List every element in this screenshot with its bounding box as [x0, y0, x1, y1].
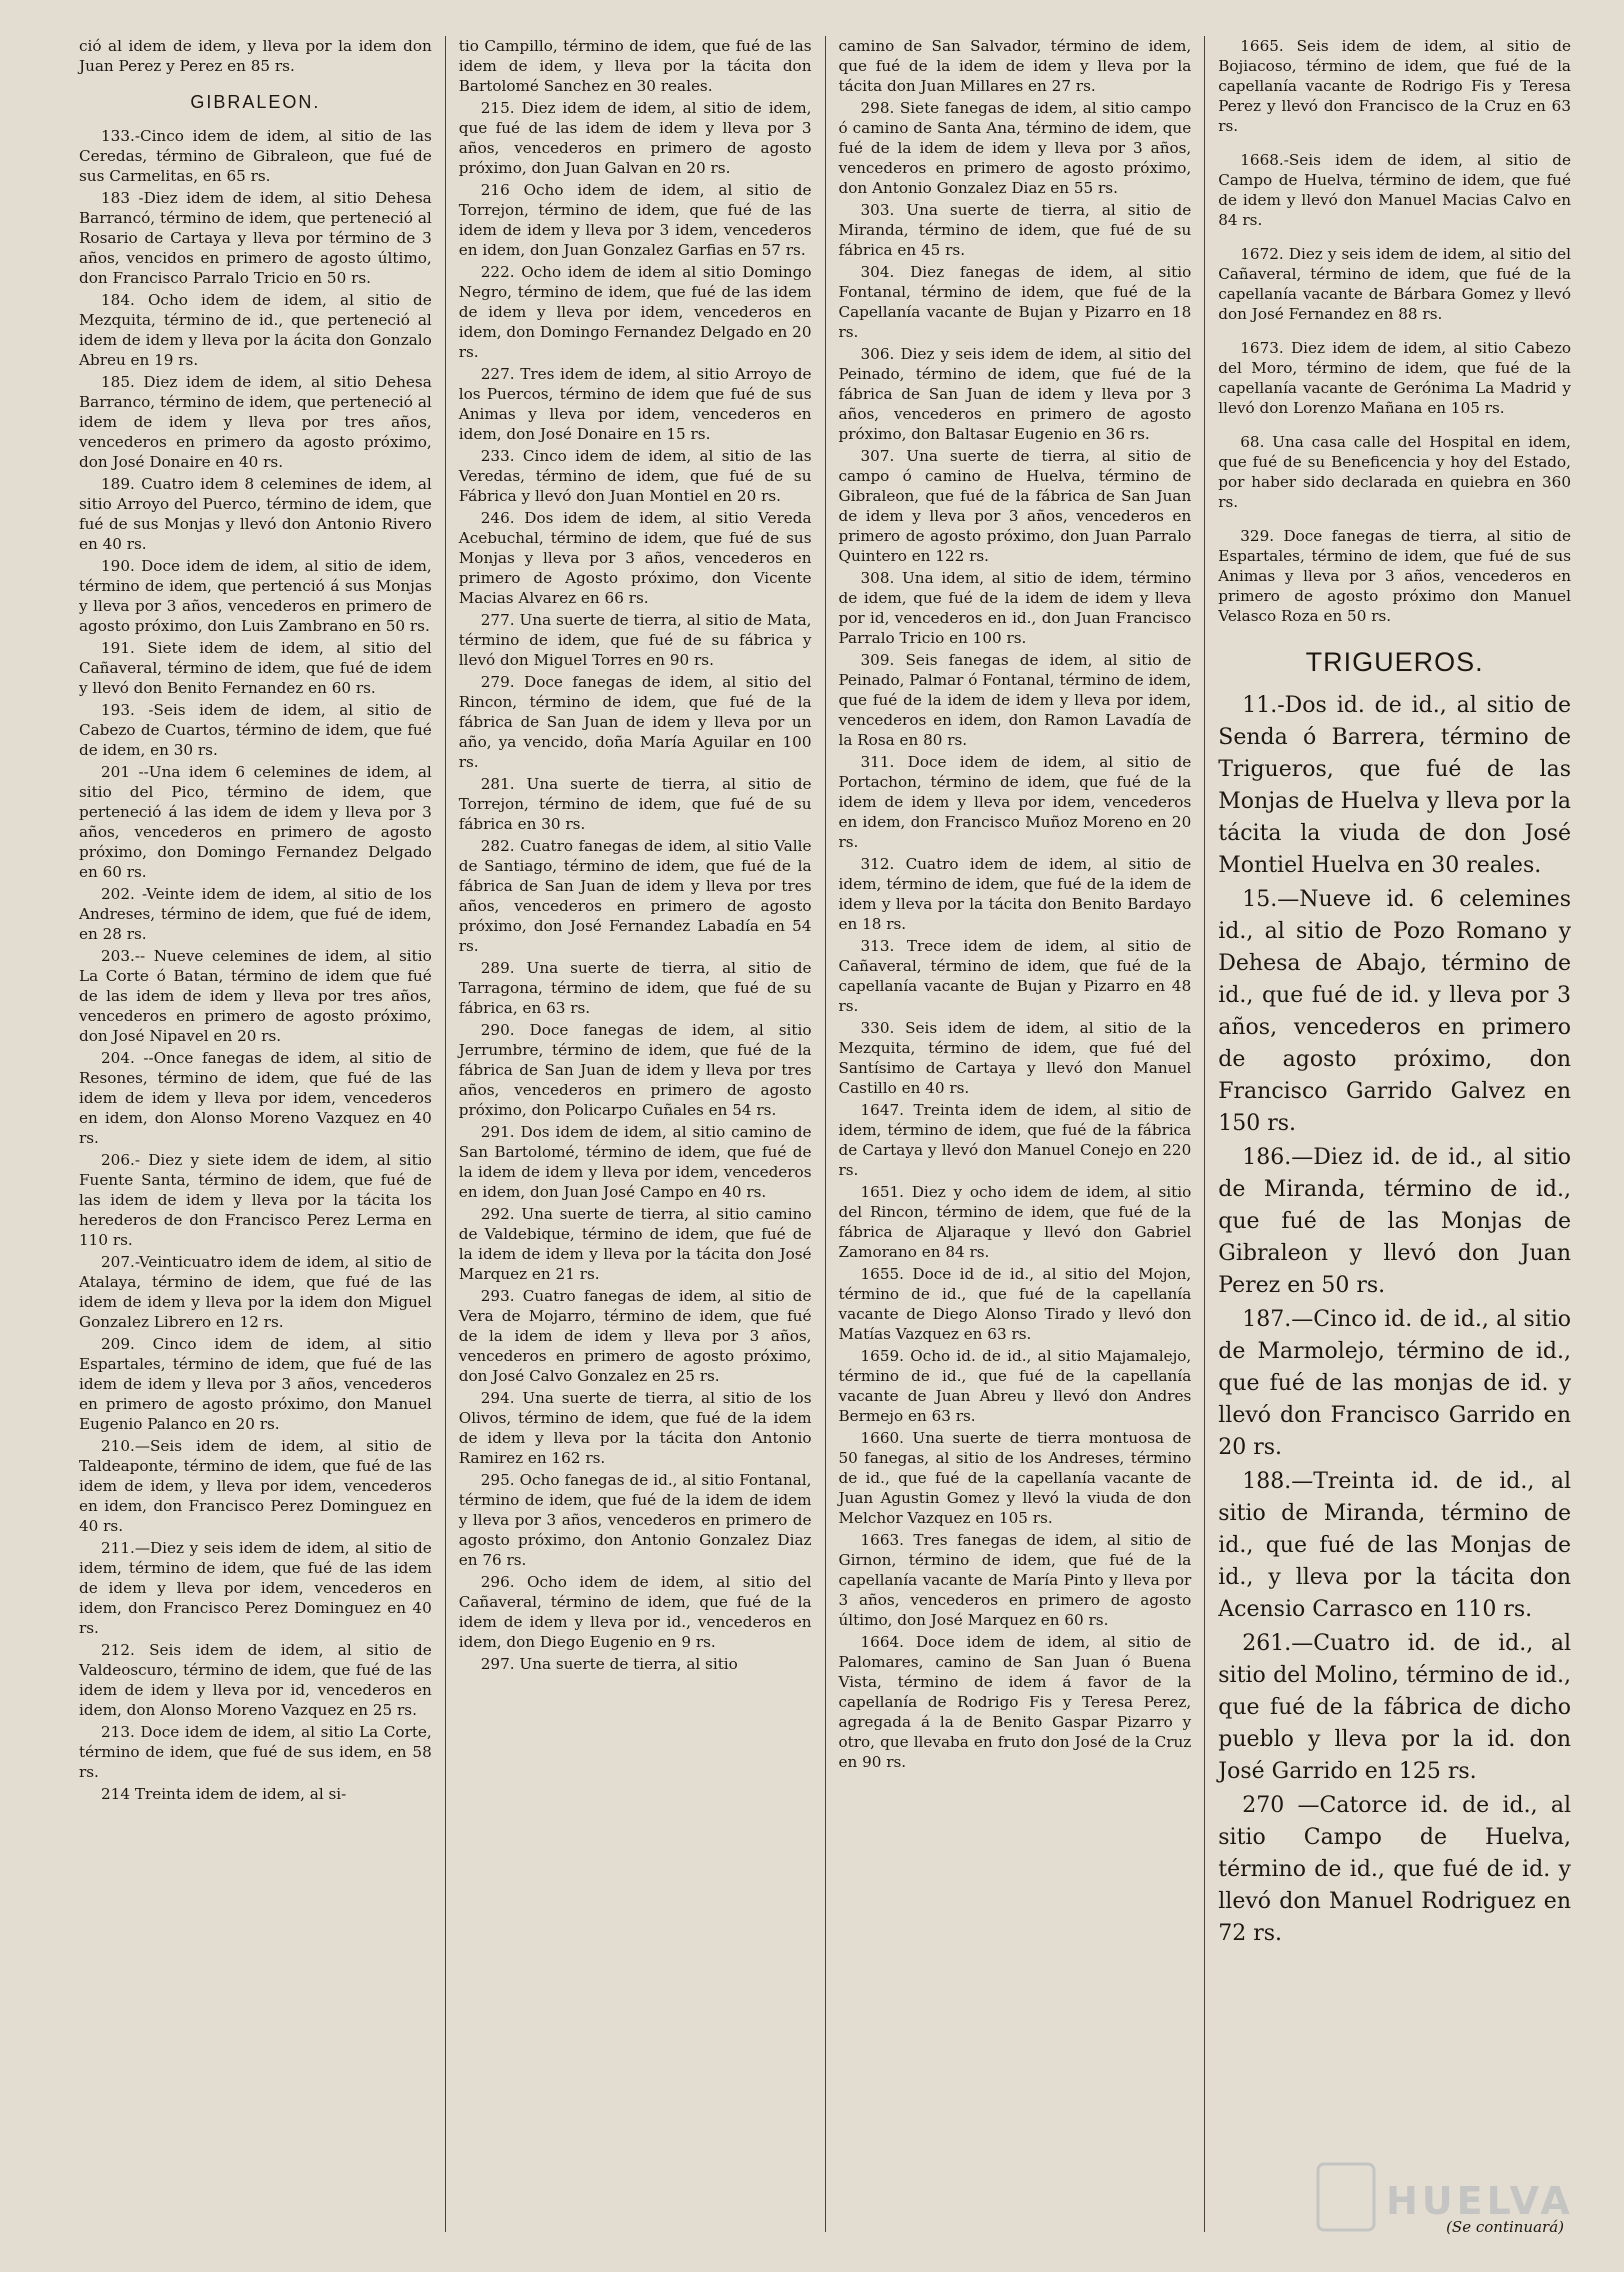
column-2: [445, 36, 825, 2232]
column-4: [1204, 36, 1584, 2232]
entry-paragraph: 307. Una suerte de tierra, al sitio de campo ó camino de Huelva, término de Gibraleon, que fué de la fábrica de San Juan de idem y lleva por 3 años, vencederos en primero de agosto próximo, don Juan Parralo Quintero en 122 rs.: [838, 447, 1192, 565]
entry-paragraph: 213. Doce idem de idem, al sitio La Corte, término de idem, que fué de sus idem, en 58 rs.: [79, 1723, 432, 1781]
entry-paragraph: 184. Ocho idem de idem, al sitio de Mezquita, término de id., que perteneció al idem de idem y lleva por la ácita don Gonzalo Abreu en 19 rs.: [79, 291, 432, 369]
entry-paragraph: 233. Cinco idem de idem, al sitio de las Veredas, término de idem, que fué de su Fábrica y llevó don Juan Montiel en 20 rs.: [458, 447, 812, 505]
entry-paragraph: 306. Diez y seis idem de idem, al sitio del Peinado, término de idem, que fué de la fábrica de San Juan de idem y lleva por 3 años, vencederos en primero de agosto próximo, don Baltasar Eugenio en 36 rs.: [838, 345, 1192, 443]
entries-list: [79, 126, 432, 1804]
entry-paragraph: 189. Cuatro idem 8 celemines de idem, al sitio Arroyo del Puerco, término de idem, que fué de sus Monjas y llevó don Antonio Rivero en 40 rs.: [79, 475, 432, 553]
entry-paragraph: 281. Una suerte de tierra, al sitio de Torrejon, término de idem, que fué de su fábrica en 30 rs.: [458, 775, 812, 833]
entry-paragraph: 1655. Doce id de id., al sitio del Mojon, término de id., que fué de la capellanía vacante de Diego Alonso Tirado y llevó don Matías Vazquez en 63 rs.: [838, 1265, 1192, 1343]
section-heading-gibraleon: GIBRALEON.: [190, 92, 321, 112]
entry-paragraph: 1651. Diez y ocho idem de idem, al sitio del Rincon, término de idem, que fué de la fábrica de Aljaraque y llevó don Gabriel Zamorano en 84 rs.: [838, 1183, 1192, 1261]
entry-paragraph: 212. Seis idem de idem, al sitio de Valdeoscuro, término de idem, que fué de las idem de idem y lleva por id, vencederos en idem, don Alonso Moreno Vazquez en 25 rs.: [79, 1641, 432, 1719]
entry-paragraph: 186.—Diez id. de id., al sitio de Miranda, término de id., que fué de las Monjas de Gibraleon y llevó don Juan Perez en 50 rs.: [1218, 1145, 1571, 1298]
entry-paragraph: 279. Doce fanegas de idem, al sitio del Rincon, término de idem, que fué de la fábrica de San Juan de idem y lleva por un año, ya vencido, doña María Aguilar en 100 rs.: [458, 673, 812, 771]
entry-paragraph: 11.-Dos id. de id., al sitio de Senda ó Barrera, término de Trigueros, que fué de las Monjas de Huelva y lleva por la tácita la viuda de don José Montiel Huelva en 30 reales.: [1218, 693, 1571, 878]
entry-paragraph: 277. Una suerte de tierra, al sitio de Mata, término de idem, que fué de su fábrica y llevó don Miguel Torres en 90 rs.: [458, 611, 812, 669]
entry-paragraph: 207.-Veinticuatro idem de idem, al sitio de Atalaya, término de idem, que fué de las idem de idem y lleva por la idem don Miguel Gonzalez Librero en 12 rs.: [79, 1253, 432, 1331]
entry-paragraph: 308. Una idem, al sitio de idem, término de idem, que fué de la idem de idem y lleva por id, vencederos en id., don Juan Francisco Parralo Tricio en 100 rs.: [838, 569, 1192, 647]
entry-paragraph: 291. Dos idem de idem, al sitio camino de San Bartolomé, término de idem, que fué de la idem de idem y lleva por idem, vencederos en idem, don Juan José Campo en 40 rs.: [458, 1123, 812, 1201]
entry-paragraph: 1660. Una suerte de tierra montuosa de 50 fanegas, al sitio de los Andreses, término de id., que fué de la capellanía vacante de Juan Agustin Gomez y llevó la viuda de don Melchor Vazquez en 105 rs.: [838, 1429, 1192, 1527]
entry-paragraph: 1672. Diez y seis idem de idem, al sitio del Cañaveral, término de idem, que fué de la capellanía vacante de Bárbara Gomez y llevó don José Fernandez en 88 rs.: [1218, 245, 1571, 323]
entry-paragraph: 290. Doce fanegas de idem, al sitio Jerrumbre, término de idem, que fué de la fábrica de San Juan de idem y lleva por tres años, vencederos en primero de agosto próximo, don Policarpo Cuñales en 54 rs.: [458, 1021, 812, 1119]
entry-paragraph: 295. Ocho fanegas de id., al sitio Fontanal, término de idem, que fué de la idem de idem y lleva por 3 años, vencederos en primero de agosto próximo, don Antonio Gonzalez Diaz en 76 rs.: [458, 1471, 812, 1569]
entry-paragraph: 206.- Diez y siete idem de idem, al sitio Fuente Santa, término de idem, que fué de las idem de idem y lleva por la tácita los herederos de don Francisco Perez Lerma en 110 rs.: [79, 1151, 432, 1249]
entry-paragraph: 298. Siete fanegas de idem, al sitio campo ó camino de Santa Ana, término de idem, que fué de la idem de idem y lleva por 3 años, vencederos en primero de agosto próximo, don Antonio Gonzalez Diaz en 55 rs.: [838, 99, 1192, 197]
entry-paragraph: 1647. Treinta idem de idem, al sitio de idem, término de idem, que fué de la fábrica de Cartaya y llevó don Manuel Conejo en 220 rs.: [838, 1101, 1192, 1179]
entry-paragraph: 289. Una suerte de tierra, al sitio de Tarragona, término de idem, que fué de su fábrica, en 63 rs.: [458, 959, 812, 1017]
entry-paragraph: 246. Dos idem de idem, al sitio Vereda Acebuchal, término de idem, que fué de sus Monjas y lleva por 3 años, vencederos en primero de Agosto próximo, don Vicente Macias Alvarez en 66 rs.: [458, 509, 812, 607]
entry-paragraph: 311. Doce idem de idem, al sitio de Portachon, término de idem, que fué de la idem de idem y lleva por idem, vencederos en idem, don Francisco Muñoz Moreno en 20 rs.: [838, 753, 1192, 851]
entry-paragraph: 187.—Cinco id. de id., al sitio de Marmolejo, término de id., que fué de las monjas de id. y llevó don Francisco Garrido en 20 rs.: [1218, 1307, 1571, 1460]
entry-paragraph: 209. Cinco idem de idem, al sitio Espartales, término de idem, que fué de las idem de idem y lleva por 3 años, vencederos en primero de agosto próximo, don Manuel Eugenio Palanco en 20 rs.: [79, 1335, 432, 1433]
continuation-paragraph: tio Campillo, término de idem, que fué de las idem de idem, y lleva por la tácita don Bartolomé Sanchez en 30 reales.: [458, 37, 812, 95]
entry-paragraph: 185. Diez idem de idem, al sitio Dehesa Barranco, término de idem, que perteneció al idem de idem y lleva por tres años, vencederos en primero da agosto próximo, don José Donaire en 40 rs.: [79, 373, 432, 471]
entry-paragraph: 188.—Treinta id. de id., al sitio de Miranda, término de id., que fué de las Monjas de id., y lleva por la tácita don Acensio Carrasco en 110 rs.: [1218, 1469, 1571, 1622]
entries-list: [839, 98, 1192, 1772]
entry-paragraph: 214 Treinta idem de idem, al si-: [101, 1785, 347, 1803]
entry-paragraph: 227. Tres idem de idem, al sitio Arroyo de los Puercos, término de idem que fué de sus Animas y lleva por idem, vencederos en idem, don José Donaire en 15 rs.: [458, 365, 812, 443]
entry-paragraph: 1673. Diez idem de idem, al sitio Cabezo del Moro, término de idem, que fué de la capellanía vacante de Gerónima La Madrid y llevó don Lorenzo Mañana en 105 rs.: [1218, 339, 1571, 417]
entry-paragraph: 293. Cuatro fanegas de idem, al sitio de Vera de Mojarro, término de idem, que fué de la idem de idem y lleva por 3 años, vencederos en primero de agosto próximo, don José Calvo Gonzalez en 25 rs.: [458, 1287, 812, 1385]
entries-list: [1218, 36, 1571, 626]
section-heading-trigueros: TRIGUEROS.: [1305, 647, 1484, 677]
entry-paragraph: 15.—Nueve id. 6 celemines id., al sitio de Pozo Romano y Dehesa de Abajo, término de id., que fué de id. y lleva por 3 años, vencederos en primero de agosto próximo, don Francisco Garrido Galvez en 150 rs.: [1218, 887, 1571, 1136]
entry-paragraph: 210.—Seis idem de idem, al sitio de Taldeaponte, término de idem, que fué de las idem de idem, y lleva por idem, vencederos en idem, don Francisco Perez Dominguez en 40 rs.: [79, 1437, 432, 1535]
entry-paragraph: 1664. Doce idem de idem, al sitio de Palomares, camino de San Juan ó Buena Vista, término de idem á favor de la capellanía de Rodrigo Fis y Teresa Perez, agregada á la de Benito Gaspar Pizarro y otro, que llevaba en fruto don José de la Cruz en 90 rs.: [838, 1633, 1192, 1771]
entry-paragraph: 1668.-Seis idem de idem, al sitio de Campo de Huelva, término de idem, que fué de idem y llevó don Manuel Macias Calvo en 84 rs.: [1218, 151, 1571, 229]
entry-paragraph: 204. --Once fanegas de idem, al sitio de Resones, término de idem, que fué de las idem de idem y lleva por idem, vencederos en idem, don Alonso Moreno Vazquez en 40 rs.: [79, 1049, 432, 1147]
entry-paragraph: 1663. Tres fanegas de idem, al sitio de Girnon, término de idem, que fué de la capellanía vacante de María Pinto y lleva por 3 años, vencederos en primero de agosto último, don José Marquez en 60 rs.: [838, 1531, 1192, 1629]
entry-paragraph: 303. Una suerte de tierra, al sitio de Miranda, término de idem, que fué de su fábrica en 45 rs.: [838, 201, 1192, 259]
entry-paragraph: 201 --Una idem 6 celemines de idem, al sitio del Pico, término de idem, que perteneció á las idem de idem y lleva por 3 años, venceder​os en primero de agosto próximo, don Domingo Fernandez Delgado en 60 rs.: [79, 763, 432, 881]
column-1: [66, 36, 445, 2232]
entry-paragraph: 203.-- Nueve celemines de idem, al sitio La Corte ó Batan, término de idem que fué de las idem de idem y lleva por tres años, vencederos en primero de agosto próximo, don José Nipavel en 20 rs.: [79, 947, 432, 1045]
entry-paragraph: 329. Doce fanegas de tierra, al sitio de Espartales, término de idem, que fué de sus Animas y lleva por 3 años, vencederos en primero de agosto próximo don Manuel Velasco Roza en 50 rs.: [1218, 527, 1571, 625]
entry-paragraph: 330. Seis idem de idem, al sitio de la Mezquita, término de idem, que fué del Santísimo de Cartaya y llevó don Manuel Castillo en 40 rs.: [838, 1019, 1192, 1097]
entry-paragraph: 216 Ocho idem de idem, al sitio de Torrejon, término de idem, que fué de las idem de idem y lleva por 3 idem, vencederos en idem, don Juan Gonzalez Garfias en 57 rs.: [458, 181, 812, 259]
entry-paragraph: 191. Siete idem de idem, al sitio del Cañaveral, término de idem, que fué de idem y llevó don Benito Fernandez en 60 rs.: [79, 639, 432, 697]
entry-paragraph: 297. Una suerte de tierra, al sitio: [480, 1655, 738, 1673]
entry-paragraph: 190. Doce idem de idem, al sitio de idem, término de idem, que pertenció á sus Monjas y lleva por 3 años, vencederos en primero de agosto próximo, don Luis Zambrano en 50 rs.: [79, 557, 432, 635]
entries-list-large: [1218, 690, 1571, 1950]
entry-paragraph: 1659. Ocho id. de id., al sitio Majamalejo, término de id., que fué de la capellanía vacante de Juan Abreu y llevó don Andres Bermejo en 63 rs.: [838, 1347, 1192, 1425]
continuation-paragraph: ció al idem de idem, y lleva por la idem don Juan Perez y Perez en 85 rs.: [79, 37, 432, 75]
entry-paragraph: 309. Seis fanegas de idem, al sitio de Peinado, Palmar ó Fontanal, término de idem, que fué de la idem de idem y lleva por idem, vencederos en idem, don Ramon Lavadía de la Rosa en 80 rs.: [838, 651, 1192, 749]
continuation-paragraph: camino de San Salvador, término de idem, que fué de la idem de idem y lleva por la tácita don Juan Millares en 27 rs.: [838, 37, 1192, 95]
entry-paragraph: 193. -Seis idem de idem, al sitio de Cabezo de Cuartos, término de idem, que fué de idem, en 30 rs.: [79, 701, 432, 759]
entry-paragraph: 222. Ocho idem de idem al sitio Domingo Negro, término de idem, que fué de las idem de idem y lleva por idem, vencederos en idem, don Domingo Fernandez Delgado en 20 rs.: [458, 263, 812, 361]
entry-paragraph: 261.—Cuatro id. de id., al sitio del Molino, término de id., que fué de la fábrica de dicho pueblo y lleva por la id. don José Garrido en 125 rs.: [1218, 1631, 1571, 1784]
entry-paragraph: 133.-Cinco idem de idem, al sitio de las Ceredas, término de Gibraleon, que fué de sus Carmelitas, en 65 rs.: [79, 127, 432, 185]
entry-paragraph: 183 -Diez idem de idem, al sitio Dehesa Barrancó, término de idem, que perteneció al Rosario de Cartaya y lleva por término de 3 años, vencidos en primero de agosto último, don Francisco Parralo Tricio en 50 rs.: [79, 189, 432, 287]
entry-paragraph: 270 —Catorce id. de id., al sitio Campo de Huelva, término de id., que fué de id. y llevó don Manuel Rodriguez en 72 rs.: [1218, 1793, 1571, 1946]
column-3: [825, 36, 1205, 2232]
entry-paragraph: 292. Una suerte de tierra, al sitio camino de Valdebique, término de idem, que fué de la idem de idem y lleva por la tácita don José Marquez en 21 rs.: [458, 1205, 812, 1283]
continued-note: (Se continuará): [1446, 2218, 1564, 2236]
entry-paragraph: 68. Una casa calle del Hospital en idem, que fué de su Beneficencia y hoy del Estado, por haber sido declarada en quiebra en 360 rs.: [1218, 433, 1571, 511]
entry-paragraph: 304. Diez fanegas de idem, al sitio Fontanal, término de idem, que fué de la Capellanía vacante de Bujan y Pizarro en 18 rs.: [838, 263, 1192, 341]
entry-paragraph: 282. Cuatro fanegas de idem, al sitio Valle de Santiago, término de idem, que fué de la fábrica de San Juan de idem y lleva por tres años, vencederos en primero de agosto próximo, don José Fernandez Labadía en 54 rs.: [458, 837, 812, 955]
stamp-text: HUELVA: [1386, 2179, 1574, 2223]
entry-paragraph: 296. Ocho idem de idem, al sitio del Cañaveral, término de idem, que fué de la idem de idem y lleva por id., vencederos en idem, don Diego Eugenio en 9 rs.: [458, 1573, 812, 1651]
entry-paragraph: 202. -Veinte idem de idem, al sitio de los Andreses, término de idem, que fué de idem, en 28 rs.: [79, 885, 432, 943]
entry-paragraph: 1665. Seis idem de idem, al sitio de Bojiacoso, término de idem, que fué de la capellanía vacante de Rodrigo Fis y Teresa Perez y llevó don Francisco de la Cruz en 63 rs.: [1218, 37, 1571, 135]
entry-paragraph: 312. Cuatro idem de idem, al sitio de idem, término de idem, que fué de la idem de idem y lleva por la tácita don Benito Bardayo en 18 rs.: [838, 855, 1192, 933]
entry-paragraph: 294. Una suerte de tierra, al sitio de los Olivos, término de idem, que fué de la idem de idem y lleva por la tácita don Antonio Ramirez en 162 rs.: [458, 1389, 812, 1467]
entry-paragraph: 313. Trece idem de idem, al sitio de Cañaveral, término de idem, que fué de la capellanía vacante de Bujan y Pizarro en 48 rs.: [838, 937, 1192, 1015]
entry-paragraph: 211.—Diez y seis idem de idem, al sitio de idem, término de idem, que fué de las idem de idem y lleva por idem, vencederos en idem, don Francisco Perez Dominguez en 40 rs.: [79, 1539, 432, 1637]
entry-paragraph: 215. Diez idem de idem, al sitio de idem, que fué de las idem de idem y lleva por 3 años, vencederos en primero de agosto próximo, don Juan Galvan en 20 rs.: [458, 99, 812, 177]
entries-list: [459, 98, 812, 1674]
